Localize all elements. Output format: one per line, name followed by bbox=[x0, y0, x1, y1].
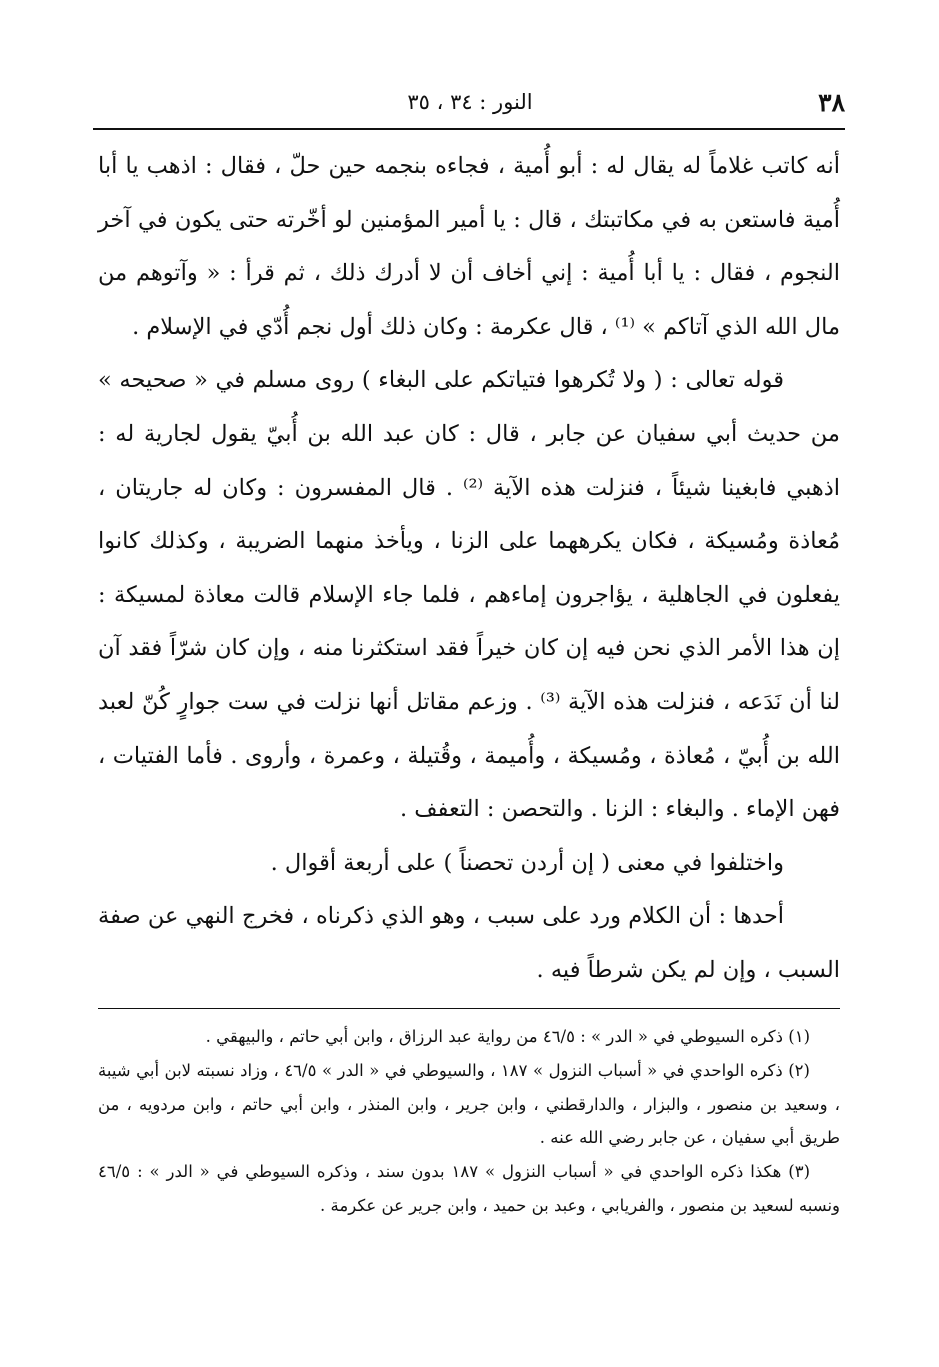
page-number: ٣٨ bbox=[818, 88, 845, 117]
paragraph-verse-commentary: قوله تعالى : ( ولا تُكرهوا فتياتكم على البغاء ) روى مسلم في « صحيحه » من حديث أبي سفيان عن جابر ، قال : كان عبد الله بن أُبيّ يقول لجارية له : اذهبي فابغينا شيئاً ، فنزلت هذه الآية ⁽²⁾ . قال المفسرون : وكان له جاريتان ، مُعاذة ومُسيكة ، فكان يكرههما على الزنا ، ويأخذ منهما الضريبة ، وكذلك كانوا يفعلون في الجاهلية ، يؤاجرون إماءهم ، فلما جاء الإسلام قالت معاذة لمسيكة : إن هذا الأمر الذي نحن فيه إن كان خيراً فقد استكثرنا منه ، وإن كان شرّاً فقد آن لنا أن نَدَعه ، فنزلت هذه الآية ⁽³⁾ . وزعم مقاتل أنها نزلت في ست جوارٍ كُنّ لعبد الله بن أُبيّ ، مُعاذة ، ومُسيكة ، وأُميمة ، وقُتيلة ، وعمرة ، وأروى . فأما الفتيات ، فهن الإماء . والبغاء : الزنا . والتحصن : التعفف . bbox=[98, 367, 840, 823]
paragraph-first-opinion: أحدها : أن الكلام ورد على سبب ، وهو الذي ذكرناه ، فخرج النهي عن صفة السبب ، وإن لم يكن شرطاً فيه . bbox=[98, 903, 840, 983]
paragraph-continuation: أنه كاتب غلاماً له يقال له : أبو أُمية ، فجاءه بنجمه حين حلّ ، فقال : اذهب يا أبا أُمية فاستعن به في مكاتبتك ، قال : يا أمير المؤمنين لو أخّرته حتى يكون في آخر النجوم ، فقال : يا أبا أُمية : إني أخاف أن لا أدرك ذلك ، ثم قرأ : « وآتوهم من مال الله الذي آتاكم » ⁽¹⁾ ، قال عكرمة : وكان ذلك أول نجم أُدّي في الإسلام . bbox=[98, 153, 840, 340]
footnote-2: (٢) ذكره الواحدي في « أسباب النزول » ١٨٧ ، والسيوطي في « الدر » ٤٦/٥ ، وزاد نسبته لابن أبي شيبة ، وسعيد بن منصور ، والبزار ، والدارقطني ، وابن جرير ، وابن المنذر ، وابن أبي حاتم ، وابن مردويه ، من طريق أبي سفيان ، عن جابر رضي الله عنه . bbox=[98, 1060, 840, 1148]
footnote-3: (٣) هكذا ذكره الواحدي في « أسباب النزول » ١٨٧ بدون سند ، وذكره السيوطي في « الدر » : ٤٦/٥ ونسبه لسعيد بن منصور ، والفريابي ، وعبد بن حميد ، وابن جرير عن عكرمة . bbox=[98, 1162, 840, 1215]
footnotes bbox=[98, 1020, 840, 1223]
footnotes-divider bbox=[98, 1008, 840, 1009]
header-divider bbox=[93, 128, 845, 130]
main-text bbox=[98, 140, 840, 998]
paragraph-opinions-intro: واختلفوا في معنى ( إن أردن تحصناً ) على أربعة أقوال . bbox=[270, 849, 784, 876]
running-title: النور : ٣٤ ، ٣٥ bbox=[407, 90, 533, 114]
page-header bbox=[95, 88, 845, 122]
footnote-1: (١) ذكره السيوطي في « الدر » : ٤٦/٥ من رواية عبد الرزاق ، وابن أبي حاتم ، والبيهقي . bbox=[205, 1027, 810, 1046]
